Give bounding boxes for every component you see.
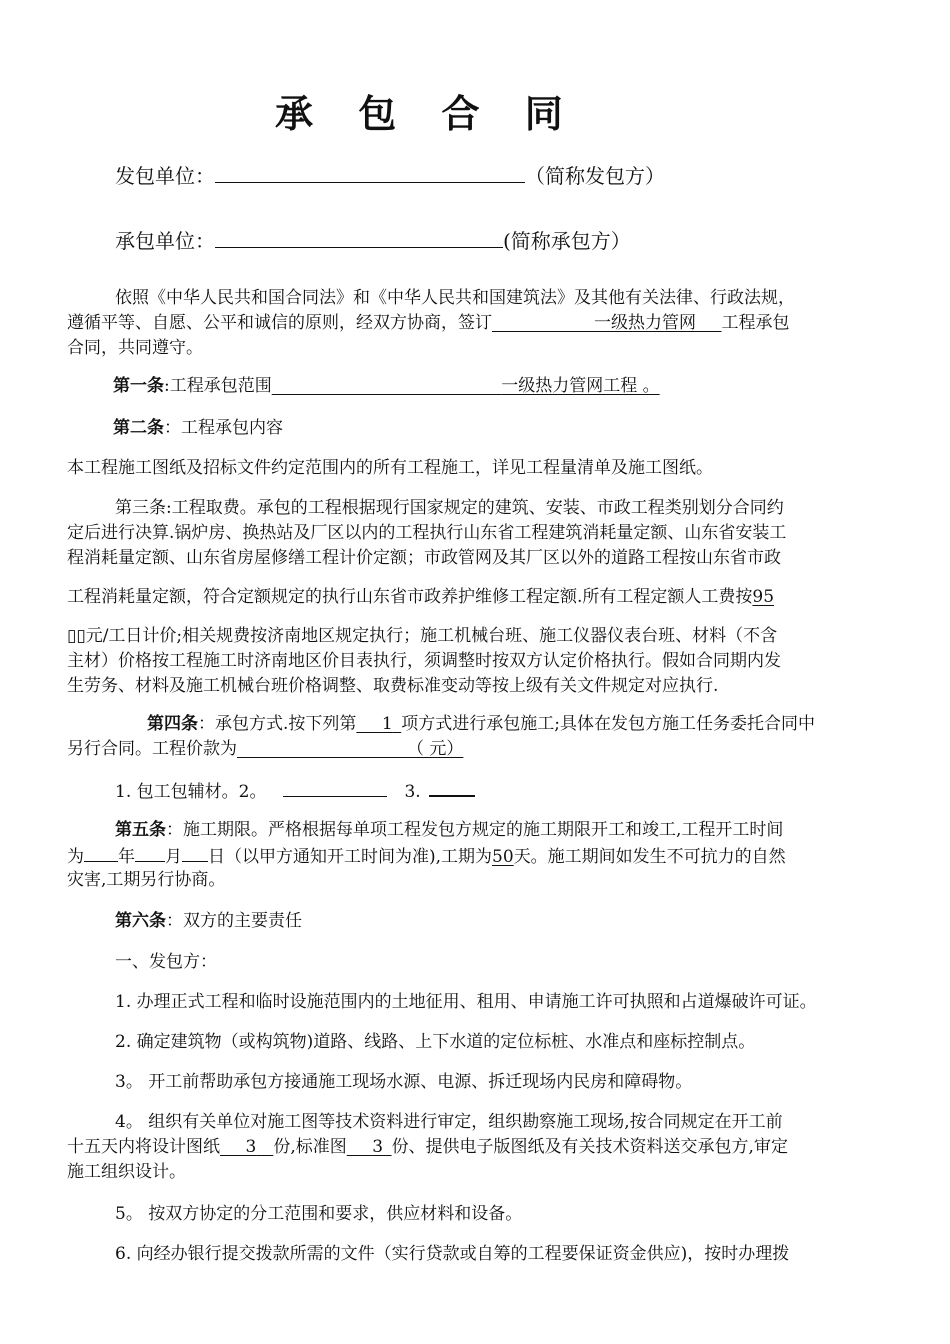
party-b-suffix: (简称承包方） bbox=[503, 229, 631, 253]
party-a-label: 发包单位： bbox=[115, 164, 215, 188]
option-2-blank[interactable] bbox=[283, 778, 387, 797]
article-4-line-2 bbox=[67, 737, 463, 761]
article-3-line-3: 程消耗量定额、山东省房屋修缮工程计价定额；市政管网及其厂区以外的道路工程按山东省市政 bbox=[67, 548, 781, 568]
article-2-head: 第二条 bbox=[113, 418, 164, 438]
party-a-line bbox=[115, 162, 665, 190]
article-3-line-5: ▯▯元/工日计价;相关规费按济南地区规定执行；施工机械台班、施工仪器仪表台班、材料（不含 bbox=[67, 626, 778, 646]
article-5-text-2: 为 bbox=[67, 847, 84, 867]
party-a-suffix: （简称发包方） bbox=[525, 164, 665, 188]
document-title: 承 包 合 同 bbox=[275, 91, 579, 136]
article-6 bbox=[115, 909, 302, 933]
option-3-blank[interactable] bbox=[429, 777, 475, 797]
article-5-text: ：施工期限。严格根据每单项工程发包方规定的施工期限开工和竣工,工程开工时间 bbox=[166, 820, 784, 840]
article-5-line-3: 灾害,工期另行协商。 bbox=[67, 870, 226, 890]
article-6-head: 第六条 bbox=[115, 911, 166, 931]
article-1-head: 第一条 bbox=[113, 376, 164, 396]
article-4-line-1 bbox=[147, 712, 815, 736]
start-month-blank[interactable] bbox=[135, 843, 165, 862]
duty-item-3: 3。 开工前帮助承包方接通施工现场水源、电源、拆迁现场内民房和障碍物。 bbox=[115, 1072, 693, 1092]
duty-item-4-text-2: 份,标准图 bbox=[273, 1137, 347, 1157]
article-4-head: 第四条 bbox=[147, 714, 198, 734]
article-6-text: ：双方的主要责任 bbox=[166, 911, 302, 931]
article-4-price-label: 另行合同。工程价款为 bbox=[67, 739, 237, 759]
article-1 bbox=[113, 374, 660, 398]
article-1-text: :工程承包范围 bbox=[164, 376, 272, 396]
intro-text: 遵循平等、自愿、公平和诚信的原则，经双方协商，签订 bbox=[67, 313, 492, 333]
party-b-label: 承包单位： bbox=[115, 229, 215, 253]
section-employer: 一、发包方： bbox=[115, 952, 217, 972]
year-label: 年 bbox=[118, 847, 135, 867]
intro-line-2 bbox=[67, 311, 790, 335]
start-day-blank[interactable] bbox=[182, 843, 208, 862]
duty-item-4-text-3: 份、提供电子版图纸及有关技术资料送交承包方,审定 bbox=[391, 1137, 788, 1157]
article-3-line-6: 主材）价格按工程施工时济南地区价目表执行，须调整时按双方认定价格执行。假如合同期内发 bbox=[67, 651, 781, 671]
method-number-fill: 1 bbox=[381, 714, 393, 734]
duty-item-5: 5。 按双方协定的分工范围和要求，供应材料和设备。 bbox=[115, 1204, 523, 1224]
duty-item-2: 2. 确定建筑物（或构筑物)道路、线路、上下水道的定位标桩、水准点和座标控制点。 bbox=[115, 1032, 756, 1052]
article-2 bbox=[113, 416, 283, 440]
day-label: 日（以甲方通知开工时间为准),工期为 bbox=[208, 847, 493, 867]
article-3-line-2: 定后进行决算.锅炉房、换热站及厂区以内的工程执行山东省工程建筑消耗量定额、山东省安装工 bbox=[67, 523, 787, 543]
start-year-blank[interactable] bbox=[84, 843, 118, 862]
duty-item-4-line-3: 施工组织设计。 bbox=[67, 1162, 186, 1182]
article-5-text-3: 天。施工期间如发生不可抗力的自然 bbox=[513, 847, 786, 867]
labor-rate-fill: 95 bbox=[752, 587, 775, 607]
article-4-text: ：承包方式.按下列第 bbox=[198, 714, 357, 734]
intro-line-3: 合同，共同遵守。 bbox=[67, 338, 203, 358]
article-3-line-1: 第三条:工程取费。承包的工程根据现行国家规定的建筑、安装、市政工程类别划分合同约 bbox=[115, 498, 784, 518]
duty-item-4-line-1: 4。 组织有关单位对施工图等技术资料进行审定，组织勘察施工现场,按合同规定在开工前 bbox=[115, 1112, 783, 1132]
party-b-line bbox=[115, 227, 631, 255]
standard-copies-fill: 3 bbox=[372, 1137, 384, 1157]
article-4-options bbox=[115, 777, 475, 804]
drawing-copies-fill: 3 bbox=[245, 1137, 257, 1157]
party-a-blank[interactable] bbox=[215, 164, 525, 183]
party-b-blank[interactable] bbox=[215, 229, 503, 248]
month-label: 月 bbox=[165, 847, 182, 867]
duty-item-6: 6. 向经办银行提交拨款所需的文件（实行贷款或自筹的工程要保证资金供应)，按时办理拨 bbox=[115, 1244, 790, 1264]
article-5-line-2 bbox=[67, 843, 786, 869]
intro-line-1: 依照《中华人民共和国合同法》和《中华人民共和国建筑法》及其他有关法律、行政法规， bbox=[115, 288, 795, 308]
article-4-text-2: 项方式进行承包施工;具体在发包方施工任务委托合同中 bbox=[401, 714, 815, 734]
article-3-line-7: 生劳务、材料及施工机械台班价格调整、取费标准变动等按上级有关文件规定对应执行. bbox=[67, 676, 719, 696]
duty-item-1: 1. 办理正式工程和临时设施范围内的土地征用、租用、申请施工许可执照和占道爆破许可证。 bbox=[115, 992, 817, 1012]
article-3-line-4 bbox=[67, 585, 774, 609]
article-3-text: 工程消耗量定额，符合定额规定的执行山东省市政养护维修工程定额.所有工程定额人工费按 bbox=[67, 587, 753, 607]
article-5-head: 第五条 bbox=[115, 820, 166, 840]
option-3: 3. bbox=[404, 782, 421, 802]
duration-fill: 50 bbox=[492, 847, 514, 867]
duty-item-4-line-2 bbox=[67, 1135, 788, 1159]
article-1-fill: 一级热力管网工程 。 bbox=[501, 376, 660, 396]
article-2-body: 本工程施工图纸及招标文件约定范围内的所有工程施工，详见工程量清单及施工图纸。 bbox=[67, 458, 713, 478]
duty-item-4-text: 十五天内将设计图纸 bbox=[67, 1137, 220, 1157]
option-1: 1. 包工包辅材。2。 bbox=[115, 782, 267, 802]
intro-text-2: 工程承包 bbox=[721, 313, 790, 333]
contract-price-fill: （ 元） bbox=[407, 739, 464, 759]
article-5-line-1 bbox=[115, 818, 783, 842]
article-2-text: ：工程承包内容 bbox=[164, 418, 283, 438]
intro-project-fill: 一级热力管网 bbox=[594, 313, 696, 333]
